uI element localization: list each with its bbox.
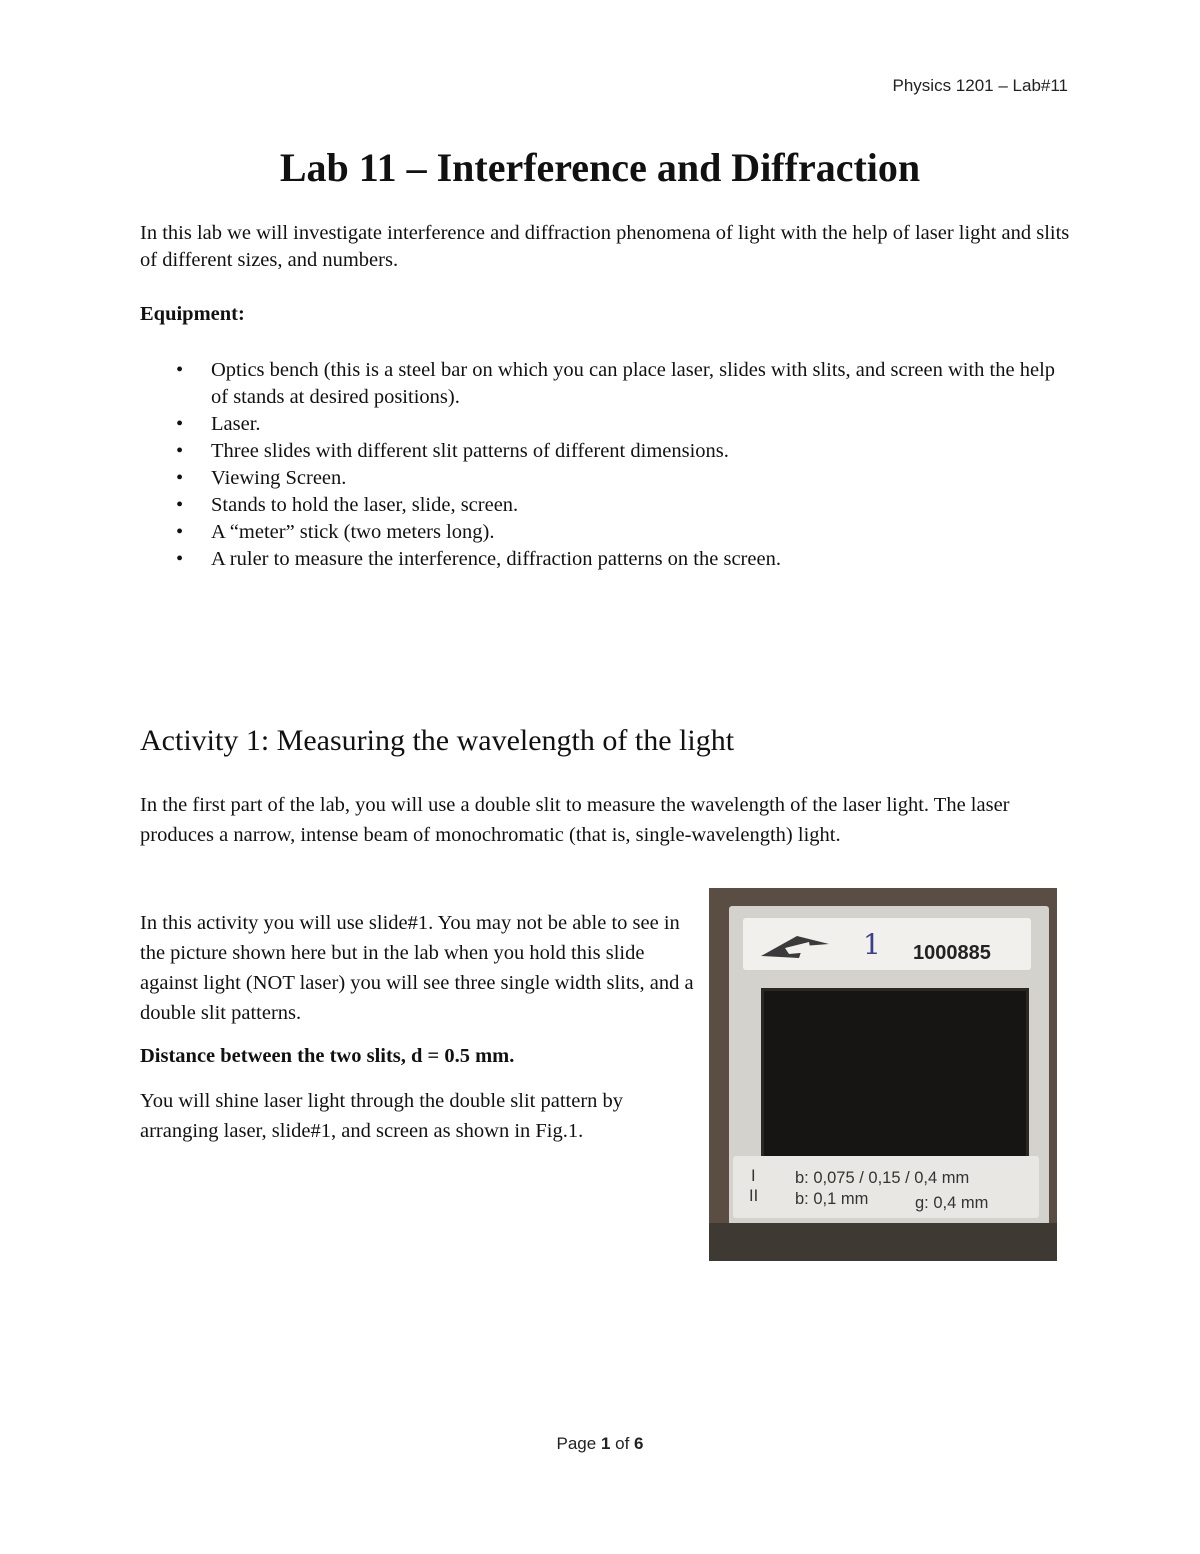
- setup-instruction: You will shine laser light through the double slit pattern by arranging laser, slide#1, and screen as shown in Fig.1.: [140, 1090, 624, 1142]
- bullet-icon: •: [176, 467, 184, 489]
- list-item: [140, 465, 1070, 492]
- list-item-text: A “meter” stick (two meters long).: [211, 521, 495, 543]
- list-item-text: Viewing Screen.: [211, 467, 347, 489]
- list-item-text: Optics bench (this is a steel bar on which you can place laser, slides with slits, and screen with the help of stands at desired positions).: [211, 359, 1056, 408]
- footer-current-page: 1: [600, 1434, 611, 1453]
- list-item-text: Laser.: [211, 413, 261, 435]
- list-item: [140, 357, 1070, 411]
- list-item-text: A ruler to measure the interference, diffraction patterns on the screen.: [211, 548, 781, 570]
- running-header: Physics 1201 – Lab#11: [892, 76, 1068, 95]
- slide-photo: [709, 888, 1057, 1261]
- slide-frame-shadow: [709, 1223, 1057, 1261]
- page-title: Lab 11 – Interference and Diffraction: [279, 145, 921, 190]
- list-item: [140, 492, 1070, 519]
- bullet-icon: •: [176, 548, 184, 570]
- page-footer: [0, 1434, 1200, 1454]
- slit-distance: Distance between the two slits, d = 0.5 mm.: [140, 1045, 515, 1067]
- row-1-value: b: 0,075 / 0,15 / 0,4 mm: [795, 1169, 970, 1187]
- list-item: [140, 519, 1070, 546]
- slide-description: In this activity you will use slide#1. You may not be able to see in the picture shown here but in the lab when you hold this slide against light (NOT laser) you will see three single width slits, and a double slit patterns.: [140, 912, 694, 1024]
- list-item: [140, 546, 1070, 573]
- manufacturer-logo-icon: [759, 932, 831, 962]
- row-2-label: II: [749, 1187, 759, 1205]
- list-item: [140, 438, 1070, 465]
- bullet-icon: •: [176, 413, 184, 435]
- intro-paragraph: In this lab we will investigate interference and diffraction phenomena of light with the help of laser light and slits of different sizes, and numbers.: [140, 222, 1070, 271]
- list-item: [140, 411, 1070, 438]
- slide-window: [761, 988, 1029, 1162]
- activity-1-text-column: [140, 908, 695, 1146]
- footer-prefix: Page: [556, 1434, 601, 1453]
- bullet-icon: •: [176, 521, 184, 543]
- row-2-value: b: 0,1 mm: [795, 1190, 869, 1208]
- slide-number: 1: [863, 928, 881, 961]
- equipment-heading: Equipment:: [140, 303, 245, 325]
- bullet-icon: •: [176, 494, 184, 516]
- bullet-icon: •: [176, 440, 184, 462]
- row-2-extra: g: 0,4 mm: [915, 1194, 989, 1212]
- footer-separator: of: [610, 1434, 635, 1453]
- row-1-label: I: [751, 1167, 756, 1185]
- catalog-number: 1000885: [913, 942, 991, 964]
- list-item-text: Three slides with different slit patterns of different dimensions.: [211, 440, 729, 462]
- footer-total-pages: 6: [634, 1434, 644, 1453]
- activity-1-heading: Activity 1: Measuring the wavelength of the light: [140, 724, 735, 757]
- activity-1-intro: In the first part of the lab, you will use a double slit to measure the wavelength of the laser light. The laser produces a narrow, intense beam of monochromatic (that is, single-wavelength) light.: [140, 794, 1010, 846]
- bullet-icon: •: [176, 359, 184, 381]
- list-item-text: Stands to hold the laser, slide, screen.: [211, 494, 519, 516]
- equipment-list: [140, 357, 1070, 573]
